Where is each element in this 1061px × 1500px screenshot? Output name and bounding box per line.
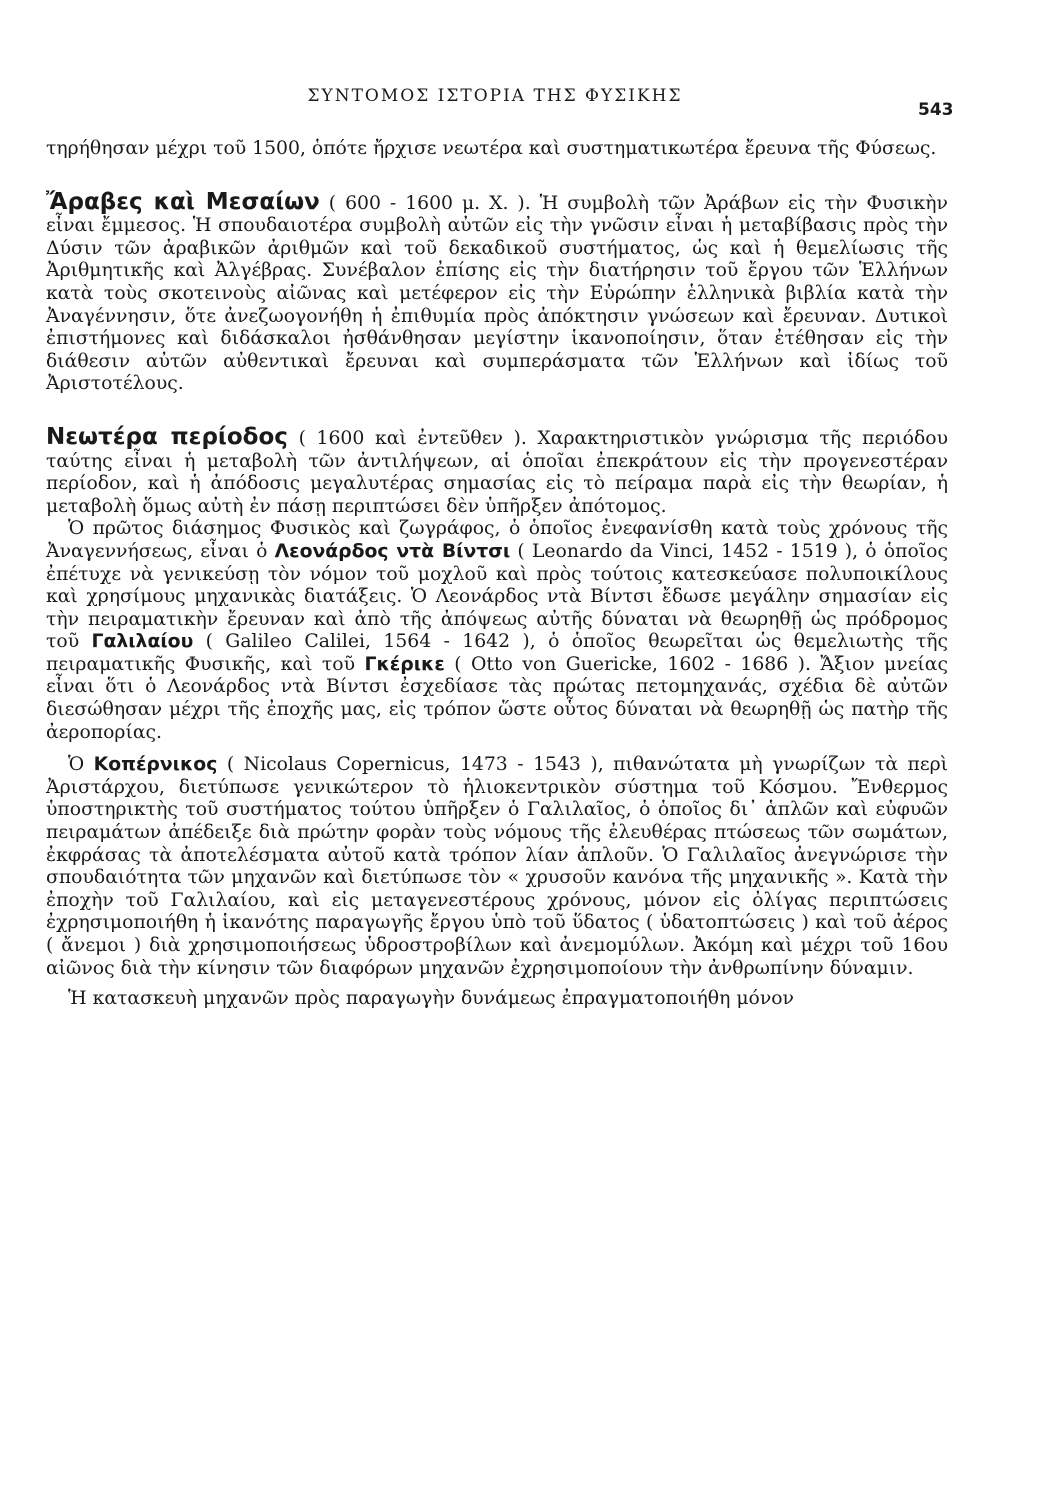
paragraph-machines: Ἡ κατασκευὴ μηχανῶν πρὸς παραγωγὴν δυνάμεως ἐπραγματοποιήθη μόνον <box>68 988 794 1010</box>
paragraph-modern-text: ( 1600 καὶ ἐντεῦθεν ). Χαρακτηριστικὸν γνώρισμα τῆς περιόδου ταύτης εἶναι ἡ μεταβολὴ τῶν ἀντιλήψεων, αἱ ὁποῖαι ἐπεκράτουν εἰς τὴν προγενεστέραν περίοδον, καὶ ἡ ἀπόδοσις μεγαλυτέρας σημασίας εἰς τὸ πείραμα παρὰ εἰς τὴν θεωρίαν, ἡ μεταβολὴ ὅμως αὐτὴ ἐν πάσῃ περιπτώσει δὲν ὑπῆρξεν ἀπότομος. <box>46 427 948 517</box>
paragraph-arabs-text: ( 600 - 1600 μ. Χ. ). Ἡ συμβολὴ τῶν Ἀράβων εἰς τὴν Φυσικὴν εἶναι ἔμμεσος. Ἡ σπουδαιοτέρα συμβολὴ αὐτῶν εἰς τὴν γνῶσιν εἶναι ἡ μεταβίβασις πρὸς τὴν Δύσιν τῶν ἀραβικῶν ἀριθμῶν καὶ τοῦ δεκαδικοῦ συστήματος, ὡς καὶ ἡ θεμελίωσις τῆς Ἀριθμητικῆς καὶ Ἀλγέβρας. Συνέβαλον ἐπίσης εἰς τὴν διατήρησιν τοῦ ἔργου τῶν Ἑλλήνων κατὰ τοὺς σκοτεινοὺς αἰῶνας καὶ μετέφερον εἰς τὴν Εὐρώπην ἑλληνικὰ βιβλία κατὰ τὴν Ἀναγέννησιν, ὅτε ἀνεζωογονήθη ἡ ἐπιθυμία πρὸς ἀπόκτησιν γνώσεων καὶ ἔρευναν. Δυτικοὶ ἐπιστήμονες καὶ διδάσκαλοι ἠσθάνθησαν μεγίστην ἱκανοποίησιν, ὅταν ἐτέθησαν εἰς τὴν διάθεσιν αὐτῶν αὐθεντικαὶ ἔρευναι καὶ συμπεράσματα τῶν Ἑλλήνων καὶ ἰδίως τοῦ Ἀριστοτέλους. <box>46 192 948 395</box>
paragraph-leonardo <box>46 518 948 744</box>
name-guericke: Γκέρικε <box>364 653 445 675</box>
paragraph-copernicus <box>46 754 948 980</box>
paragraph-modern <box>46 423 948 518</box>
name-galileo: Γαλιλαίου <box>91 631 194 653</box>
page-number: 543 <box>918 100 954 120</box>
text-span: ( Galileo Calilei, 1564 - 1642 ), ὁ ὁποῖος θεωρεῖται ὡς θεμελιωτὴς τῆς πειραματικῆς Φυσικῆς, καὶ τοῦ <box>46 631 948 675</box>
text-span: ( Otto von Guericke, 1602 - 1686 ). Ἄξιον μνείας εἶναι ὅτι ὁ Λεονάρδος ντὰ Βίντσι ἐσχεδίασε τὰς πρώτας πετομηχανάς, σχέδια δὲ αὐτῶν διεσώθησαν μέχρι τῆς ἐποχῆς μας, εἰς τρόπον ὥστε οὗτος δύναται νὰ θεωρηθῇ ὡς πατὴρ τῆς ἀεροπορίας. <box>46 653 948 743</box>
running-title: ΣΥΝΤΟΜΟΣ ΙΣΤΟΡΙΑ ΤΗΣ ΦΥΣΙΚΗΣ <box>307 86 683 106</box>
page-body <box>46 138 948 1011</box>
name-copernicus: Κοπέρνικος <box>93 754 218 776</box>
section-heading-modern: Νεωτέρα περίοδος <box>46 423 288 450</box>
text-span: ( Nicolaus Copernicus, 1473 - 1543 ), πιθανώτατα μὴ γνωρίζων τὰ περὶ Ἀριστάρχου, διετύπωσε γενικώτερον τὸ ἡλιοκεντρικὸν σύστημα τοῦ Κόσμου. Ἔνθερμος ὑποστηρικτὴς τοῦ συστήματος τούτου ὑπῆρξεν ὁ Γαλιλαῖος, ὁ ὁποῖος δι᾽ ἁπλῶν καὶ εὐφυῶν πειραμάτων ἀπέδειξε διὰ πρώτην φορὰν τοὺς νόμους τῆς ἐλευθέρας πτώσεως τῶν σωμάτων, ἐκφράσας τὰ ἀποτελέσματα αὐτοῦ κατὰ τρόπον λίαν ἁπλοῦν. Ὁ Γαλιλαῖος ἀνεγνώρισε τὴν σπουδαιότητα τῶν μηχανῶν καὶ διετύπωσε τὸν « χρυσοῦν κανόνα τῆς μηχανικῆς ». Κατὰ τὴν ἐποχὴν τοῦ Γαλιλαίου, καὶ εἰς μεταγενεστέρους χρόνους, μόνον εἰς ὀλίγας περιπτώσεις ἐχρησιμοποιήθη ἡ ἱκανότης παραγωγῆς ἔργου ὑπὸ τοῦ ὕδατος ( ὑδατοπτώσεις ) καὶ τοῦ ἀέρος ( ἄνεμοι ) διὰ χρησιμοποιήσεως ὑδροστροβίλων καὶ ἀνεμομύλων. Ἀκόμη καὶ μέχρι τοῦ 16ου αἰῶνος διὰ τὴν κίνησιν τῶν διαφόρων μηχανῶν ἐχρησιμοποίουν τὴν ἀνθρωπίνην δύναμιν. <box>46 754 948 979</box>
text-span: Ὁ πρῶτος διάσημος Φυσικὸς καὶ ζωγράφος, ὁ ὁποῖος ἐνεφανίσθη κατὰ τοὺς χρόνους τῆς Ἀναγεννήσεως, εἶναι ὁ <box>46 518 948 562</box>
paragraph-intro: τηρήθησαν μέχρι τοῦ 1500, ὁπότε ἤρχισε νεωτέρα καὶ συστηματικωτέρα ἔρευνα τῆς Φύσεως. <box>46 138 937 159</box>
text-span: Ὁ <box>68 754 94 776</box>
text-span: ( Leonardo da Vinci, 1452 - 1519 ), ὁ ὁποῖος ἐπέτυχε νὰ γενικεύσῃ τὸν νόμον τοῦ μοχλοῦ καὶ πρὸς τούτοις κατεσκεύασε πολυποικίλους καὶ χρησίμους μηχανικὰς διατάξεις. Ὁ Λεονάρδος ντὰ Βίντσι ἔδωσε μεγάλην σημασίαν εἰς τὴν πειραματικὴν ἔρευναν καὶ ἀπὸ τῆς ἀπόψεως αὐτῆς δύναται νὰ θεωρηθῇ ὡς πρόδρομος τοῦ <box>46 540 948 653</box>
section-heading-arabs: Ἄραβες καὶ Μεσαίων <box>46 188 320 215</box>
name-leonardo: Λεονάρδος ντὰ Βίντσι <box>274 540 511 562</box>
paragraph-arabs <box>46 188 948 396</box>
